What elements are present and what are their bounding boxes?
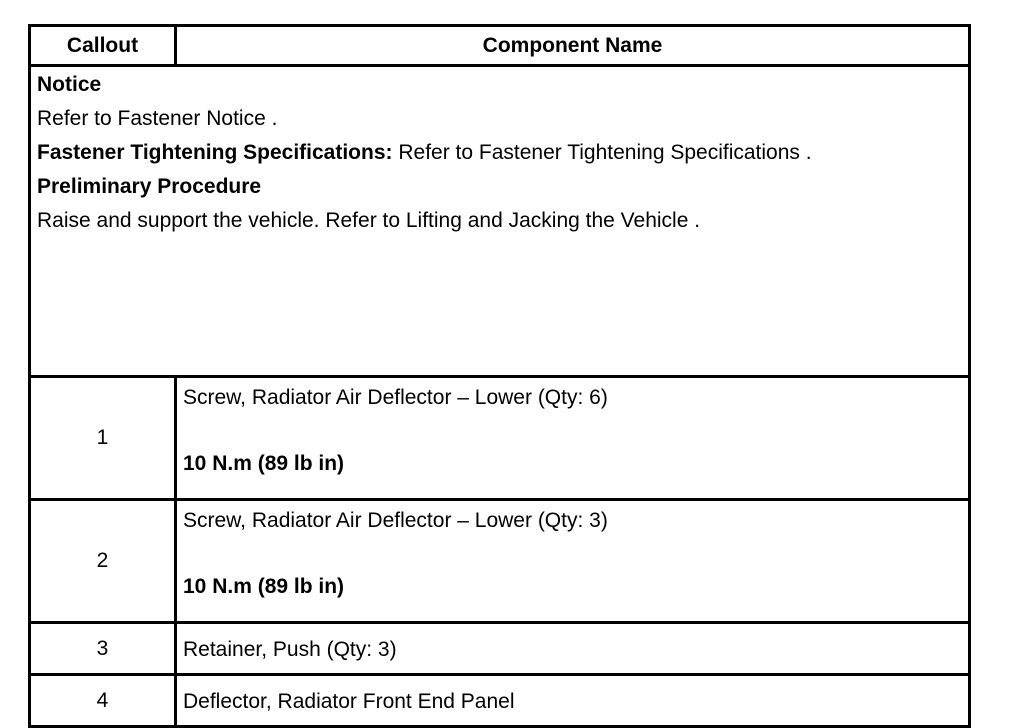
component-name: Deflector, Radiator Front End Panel <box>176 675 970 727</box>
torque-spec: 10 N.m (89 lb in) <box>183 575 345 598</box>
preliminary-heading: Preliminary Procedure <box>37 175 262 198</box>
component-name: Retainer, Push (Qty: 3) <box>176 623 970 675</box>
notice-heading: Notice <box>37 73 102 96</box>
preliminary-text: Raise and support the vehicle. Refer to Lifting and Jacking the Vehicle . <box>37 209 701 232</box>
callout-number: 4 <box>30 675 176 727</box>
tightening-spec-label: Fastener Tightening Specifications: <box>37 141 393 164</box>
table-row <box>30 500 970 623</box>
header-component-name: Component Name <box>176 26 970 66</box>
component-name: Screw, Radiator Air Deflector – Lower (Qty: 3) <box>183 509 608 532</box>
fastener-notice-text: Refer to Fastener Notice . <box>37 107 278 130</box>
callout-number: 2 <box>30 500 176 623</box>
header-row <box>30 26 970 66</box>
notice-cell <box>30 66 970 377</box>
callout-number: 1 <box>30 377 176 500</box>
torque-spec: 10 N.m (89 lb in) <box>183 452 345 475</box>
callout-number: 3 <box>30 623 176 675</box>
notice-row <box>30 66 970 377</box>
tightening-spec-line <box>37 141 962 175</box>
table-row <box>30 377 970 500</box>
component-cell <box>176 377 970 500</box>
component-cell <box>176 500 970 623</box>
component-table <box>28 24 971 728</box>
table-row <box>30 675 970 727</box>
header-callout: Callout <box>30 26 176 66</box>
table-row <box>30 623 970 675</box>
component-name: Screw, Radiator Air Deflector – Lower (Qty: 6) <box>183 386 608 409</box>
tightening-spec-text: Refer to Fastener Tightening Specifications . <box>392 141 812 164</box>
